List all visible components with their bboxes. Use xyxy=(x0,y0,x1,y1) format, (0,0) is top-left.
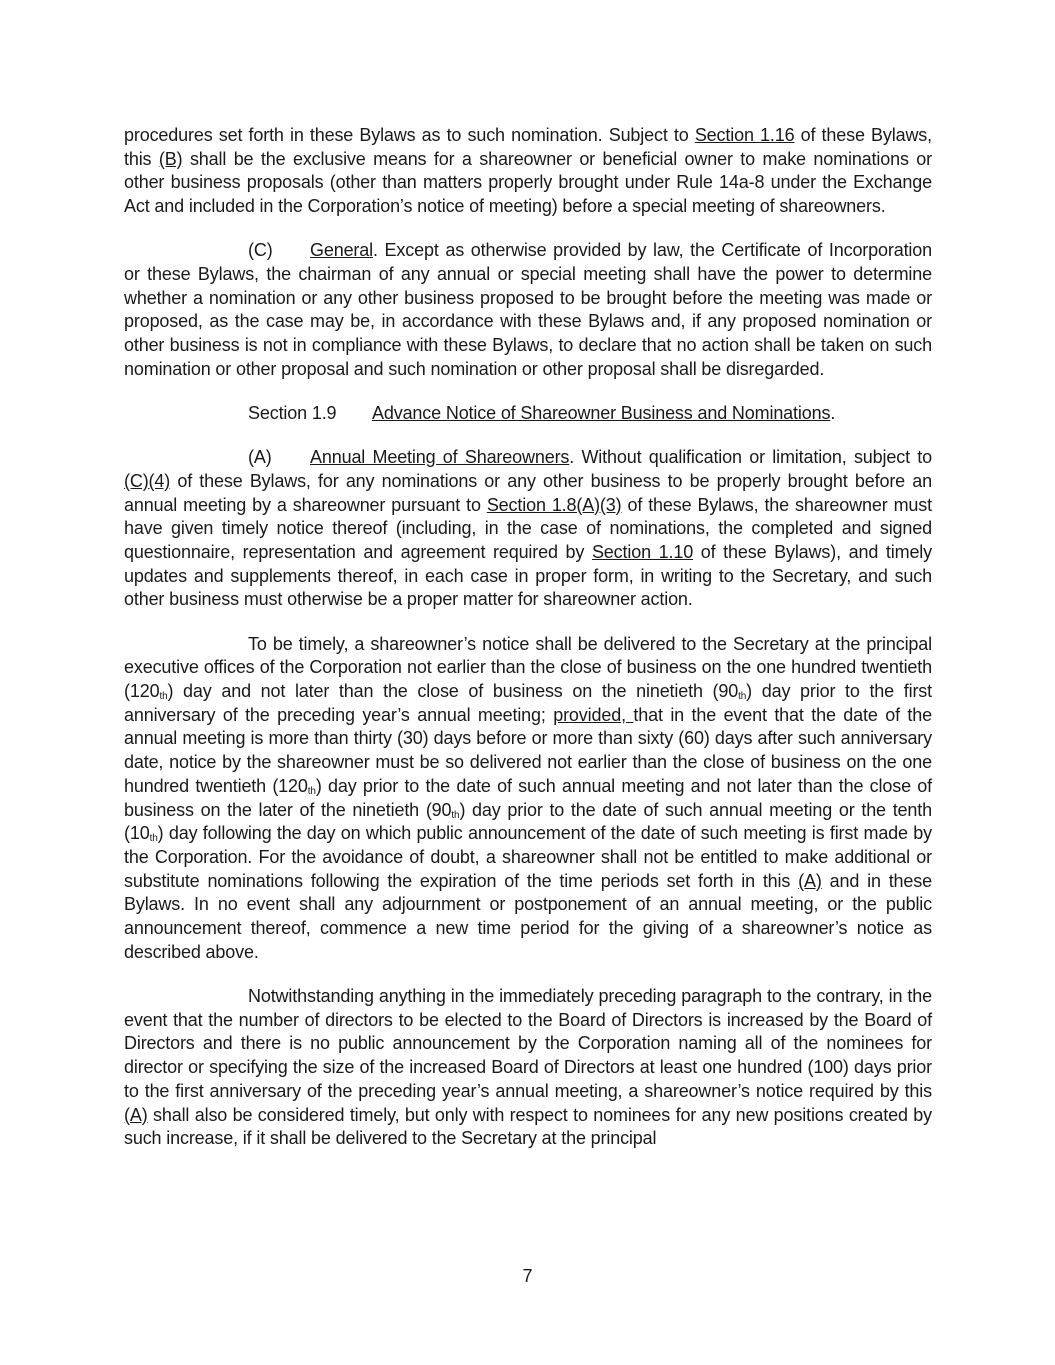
section-heading: Section 1.9 Advance Notice of Shareowner Business and Nominations. xyxy=(124,402,932,426)
ordinal-suffix: th xyxy=(738,691,747,703)
section-title: Advance Notice of Shareowner Business and Nominations xyxy=(372,403,831,424)
paragraph-timeliness: To be timely, a shareowner’s notice shall be delivered to the Secretary at the principal executive offices of the Corporation not earlier than the close of business on the one hundred twentieth $(120_{th})$ day and not later than the close of business on the ninetieth $(90_{th})$ day prior to the first anniversary of the preceding year’s annual meeting; provided, that in the event that the date of the annual meeting is more than thirty (30) days before or more than sixty (60) days after such anniversary date, notice by the shareowner must be so delivered not earlier than the close of business on the one hundred twentieth $(120_{th})$ day prior to the date of such annual meeting and not later than the close of business on the later of the ninetieth $(90_{th})$ day prior to the date of such annual meeting or the tenth $(10_{th})$ day following the day on which public announcement of the date of such meeting is first made by the Corporation. For the avoidance of doubt, a shareowner shall not be entitled to make additional or substitute nominations following the expiration of the time periods set forth in this (A) and in these Bylaws. In no event shall any adjournment or postponement of an annual meeting, or the public announcement thereof, commence a new time period for the giving of a shareowner’s notice as described above. xyxy=(124,633,932,962)
ordinal-suffix: th xyxy=(307,785,316,797)
reference-section-1-16: Section 1.16 xyxy=(694,125,795,145)
ordinal-suffix: th xyxy=(159,691,168,703)
paragraph-annual-meeting: (A) Annual Meeting of Shareowners. Without qualification or limitation, subject to (C)(4) of these Bylaws, for any nominations or any other business to be properly brought before an annual meeting by a shareowner pursuant to Section 1.8(A)(3) of these Bylaws, the shareowner must have given timely notice thereof (including, in the case of nominations, the completed and signed questionnaire, representation and agreement required by Section 1.10 of these Bylaws), and timely updates and supplements thereof, in each case in proper form, in writing to the Secretary, and such other business must otherwise be a proper matter for shareowner action. xyxy=(124,447,933,610)
reference-section-1-8-a-3: Section 1.8(A)(3) xyxy=(486,494,622,515)
reference-a: (A) xyxy=(124,1104,148,1125)
document-body xyxy=(124,124,932,1171)
clause-label-a: (A) xyxy=(248,447,272,468)
section-number: Section 1.9 xyxy=(248,403,337,424)
reference-c4: (C)(4) xyxy=(124,470,171,491)
clause-title-annual-meeting: Annual Meeting of Shareowners xyxy=(310,447,570,468)
clause-label-c: (C) xyxy=(248,240,273,261)
page-number: 7 xyxy=(522,1266,533,1286)
paragraph-special-meeting-nominations: procedures set forth in these Bylaws as to such nomination. Subject to Section 1.16 of these Bylaws, this (B) shall be the exclusive means for a shareowner or beneficial owner to make nominations or other business proposals (other than matters properly brought under Rule 14a-8 under the Exchange Act and included in the Corporation’s notice of meeting) before a special meeting of shareowners. xyxy=(124,125,933,217)
clause-title-general: General xyxy=(310,240,373,261)
paragraph-general: (C) General. Except as otherwise provided by law, the Certificate of Incorporation or these Bylaws, the chairman of any annual or special meeting shall have the power to determine whether a nomination or any other business proposed to be brought before the meeting was made or proposed, as the case may be, in accordance with these Bylaws and, if any proposed nomination or other business is not in compliance with these Bylaws, to declare that no action shall be taken on such nomination or other proposal and such nomination or other proposal shall be disregarded. xyxy=(124,240,932,379)
provided-term: provided, xyxy=(553,704,634,725)
reference-b: (B) xyxy=(158,148,183,169)
reference-section-1-10: Section 1.10 xyxy=(591,542,694,563)
ordinal-suffix: th xyxy=(451,809,460,821)
ordinal-suffix: th xyxy=(149,833,158,845)
reference-a: (A) xyxy=(798,870,822,891)
paragraph-board-increase: Notwithstanding anything in the immediately preceding paragraph to the contrary, in the event that the number of directors to be elected to the Board of Directors is increased by the Board of Directors and there is no public announcement by the Corporation naming all of the nominees for director or specifying the size of the increased Board of Directors at least one hundred (100) days prior to the first anniversary of the preceding year’s annual meeting, a shareowner’s notice required by this (A) shall also be considered timely, but only with respect to nominees for any new positions created by such increase, if it shall be delivered to the Secretary at the principal xyxy=(124,986,932,1149)
